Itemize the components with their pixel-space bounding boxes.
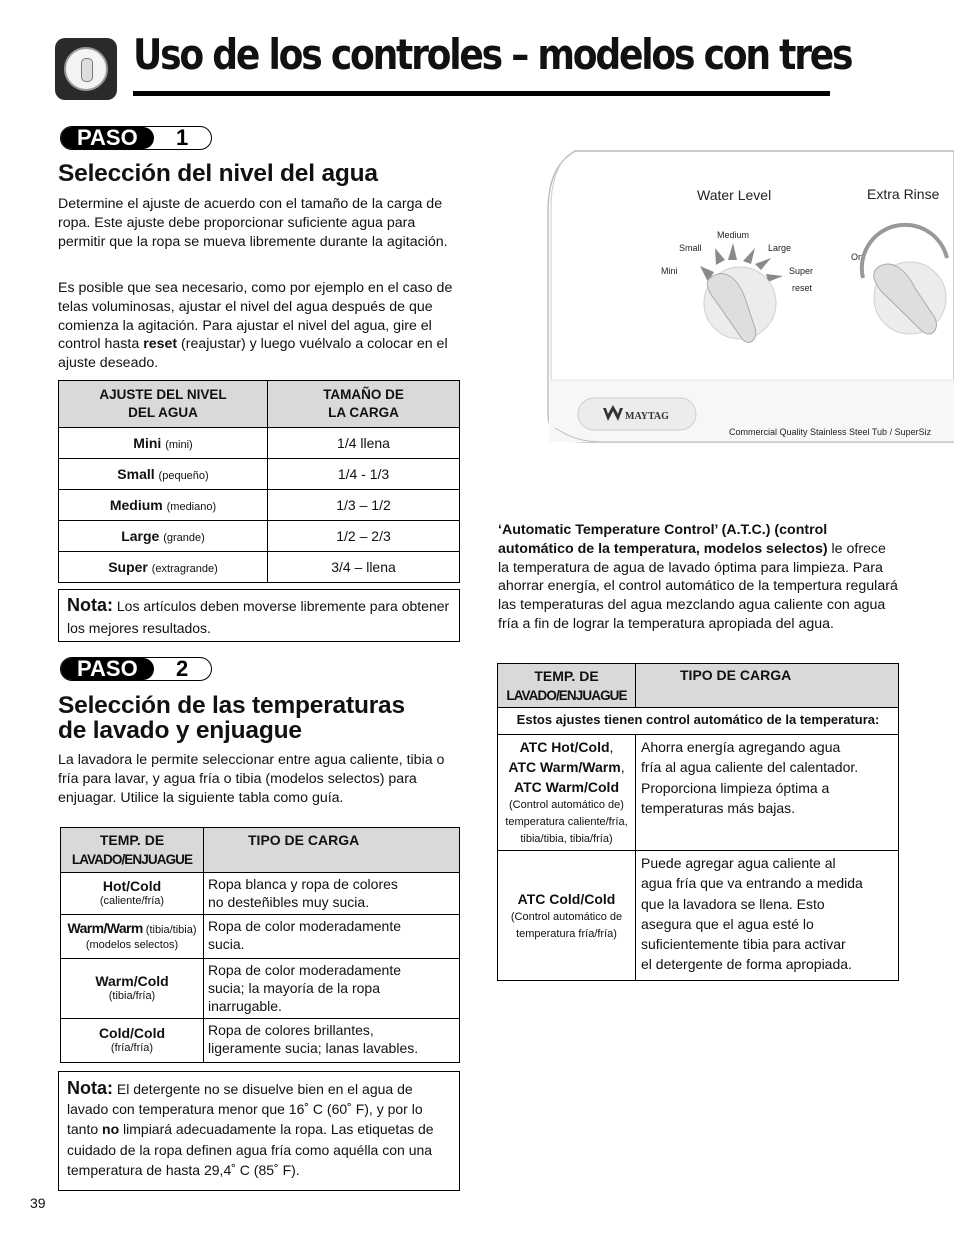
section-2-title: Selección de las temperaturas de lavado y enjuague	[58, 692, 405, 744]
t2-header-type: TIPO DE CARGA	[204, 828, 460, 873]
note-text-4: 29,4˚ C (85˚ F).	[203, 1161, 300, 1178]
section-1-title: Selección del nivel del agua	[58, 160, 378, 187]
medium-label: Medium	[717, 230, 750, 240]
p2-reset: reset	[143, 336, 178, 353]
extra-rinse-knob[interactable]	[874, 262, 946, 334]
on-label: On	[851, 252, 864, 262]
page-number: 39	[30, 1195, 46, 1211]
note-text-1: El detergente no se disuelve bien en el agua de lavado con temperatura menor que 16˚ C (60˚ F), y por lo tanto	[67, 1081, 423, 1138]
t2-header-temp: TEMP. DE LAVADO/ENJUAGUE	[61, 828, 204, 873]
table-row: Hot/Cold (caliente/fría) Ropa blanca y ropa de colores no desteñibles muy sucia.	[61, 873, 460, 915]
atc-paragraph	[498, 521, 900, 634]
paso-label: PASO	[61, 127, 154, 149]
large-label: Large	[768, 243, 792, 253]
section-1-paragraph-1: Determine el ajuste de acuerdo con el tamaño de la carga de ropa. Este ajuste debe proporcionar suficiente agua para permitir que la ropa se mueva libremente durante la agitación.	[58, 196, 448, 250]
water-level-table	[58, 380, 460, 583]
water-level-label: Water Level	[697, 187, 772, 203]
paso-number: 1	[176, 126, 189, 150]
small-label: Small	[679, 243, 702, 253]
note-text-no: no	[102, 1121, 120, 1138]
svg-text:MAYTAG: MAYTAG	[625, 411, 669, 422]
atc-span-row: Estos ajustes tienen control automático de la temperatura:	[498, 708, 899, 735]
table-row: Warm/Cold (tibia/fría) Ropa de color moderadamente sucia; la mayoría de la ropa inarrugable.	[61, 959, 460, 1019]
paso-label: PASO	[61, 658, 154, 680]
t1-header-level: AJUSTE DEL NIVEL DEL AGUA	[59, 381, 268, 428]
t3-header-type: TIPO DE CARGA	[636, 664, 899, 708]
table-row: Cold/Cold (fría/fría) Ropa de colores brillantes, ligeramente sucia; lanas lavables.	[61, 1019, 460, 1063]
table-row: ATC Hot/Cold, ATC Warm/Warm, ATC Warm/Cold (Control automático de) temperatura caliente/fría, tibia/tibia, tibia/fría) Ahorra energía agregando agua fría al agua caliente del calentador. Proporciona limpieza óptima a temperaturas más bajas.	[498, 735, 899, 851]
t3-header-temp: TEMP. DE LAVADO/ENJUAGUE	[498, 664, 636, 708]
table-row: Medium (mediano) 1/3 – 1/2	[59, 490, 460, 521]
note-text-3: limpiará adecuadamente la ropa. Las etiquetas de cuidado de la ropa definen agua fría como aquélla con una temperatura de hasta	[67, 1121, 434, 1178]
table-row: Large (grande) 1/2 – 2/3	[59, 521, 460, 552]
atc-table	[497, 663, 899, 981]
note-box-1	[58, 589, 460, 642]
table-row: Warm/Warm (tibia/tibia) (modelos selectos) Ropa de color moderadamente sucia.	[61, 915, 460, 959]
section-2-paragraph: La lavadora le permite seleccionar entre agua caliente, tibia o fría para lavar, y agua fría o tibia (modelos selectos) para enjuagar. Utilice la siguiente tabla como guía.	[58, 752, 445, 806]
atc-text: le ofrece la temperatura de agua de lavado óptima para limpieza. Para ahorrar energía, el control automático de la tempertura regulará las temperaturas del agua mezclando agua caliente con agua fría a fin de lograr la temperatura apropiada del agua.	[498, 540, 898, 632]
maytag-logo	[578, 398, 696, 430]
reset-label: reset	[792, 283, 813, 293]
paso-2-badge	[60, 657, 212, 681]
p2-text-a: Es posible que sea necesario, como por ejemplo en el caso de telas voluminosas, ajustar el nivel del agua después de que comienza la agitación. Para ajustar el nivel del agua, gire el control hasta	[58, 280, 453, 353]
super-label: Super	[789, 266, 814, 276]
title-rule	[133, 91, 830, 96]
knob-handle-icon	[81, 58, 93, 82]
extra-rinse-label: Extra Rinse	[867, 186, 940, 202]
table-row: Small (pequeño) 1/4 - 1/3	[59, 459, 460, 490]
paso-number: 2	[176, 657, 189, 681]
wash-temp-table	[60, 827, 460, 1063]
section-1-paragraph-2	[58, 279, 460, 373]
note-text: Los artículos deben moverse libremente para obtener los mejores resultados.	[67, 598, 450, 636]
table-row: Super (extragrande) 3/4 – llena	[59, 552, 460, 583]
atc-bold: ‘Automatic Temperature Control’ (A.T.C.) (control automático de la temperatura, modelos selectos)	[498, 522, 828, 557]
note-box-2	[58, 1071, 460, 1191]
control-knob-icon	[55, 38, 117, 100]
paso-1-badge	[60, 126, 212, 150]
table-row: Mini (mini) 1/4 llena	[59, 428, 460, 459]
page-title: Uso de los controles – modelos con tres	[133, 30, 852, 79]
p2-text-c: (reajustar) y luego vuélvalo a colocar en el ajuste deseado.	[58, 336, 448, 372]
panel-tagline: Commercial Quality Stainless Steel Tub / SuperSiz	[729, 427, 932, 437]
mini-label: Mini	[661, 266, 678, 276]
note-label: Nota:	[67, 595, 113, 615]
t1-header-size: TAMAÑO DE LA CARGA	[268, 381, 460, 428]
note-label: Nota:	[67, 1078, 113, 1098]
control-panel-illustration	[545, 148, 954, 448]
table-row: ATC Cold/Cold (Control automático de temperatura fría/fría) Puede agregar agua caliente al agua fría que va entrando a medida que la lavadora se llena. Esto asegura que el agua esté lo suficientemente tibia para activar el detergente de forma apropiada.	[498, 851, 899, 981]
